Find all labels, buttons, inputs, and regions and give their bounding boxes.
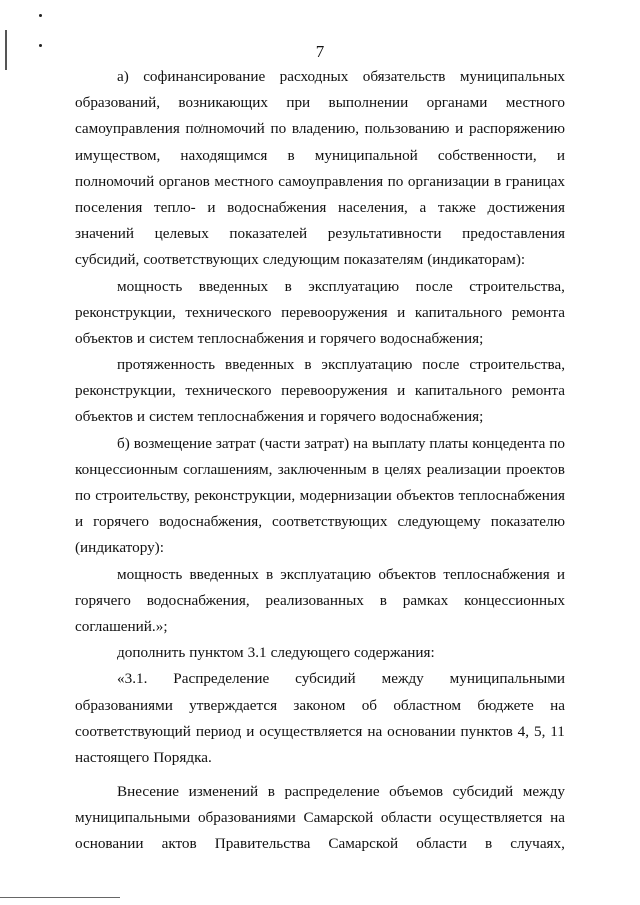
word: концессионных [464,591,565,609]
text-line [75,116,565,142]
text-line [75,300,565,326]
word: муниципальными [449,670,565,688]
word: платы [429,434,469,452]
word: объектов [378,565,437,583]
word: и [307,329,317,347]
word: и [455,120,464,138]
word: объемов [389,783,444,801]
word: границах [505,172,565,190]
word: соответствующих [272,513,388,531]
text-line [75,483,565,509]
word: муниципальных [459,68,565,85]
word: а [419,198,427,216]
word: Самарской [328,835,399,853]
text-line [75,666,565,692]
word: мощность [117,565,183,583]
word: протяженность [117,356,216,374]
word: капитального [414,382,503,400]
word: ремонта [511,382,565,400]
word: возникающих [178,94,268,112]
word: в [287,146,295,164]
word: органов [158,172,210,190]
text-line [75,378,565,404]
word: выполнении [328,94,409,112]
word: и [136,408,146,426]
word: реализации [426,460,501,478]
word: и [556,565,565,583]
word: образованиями [75,696,173,714]
word: после [422,356,460,374]
word: самоуправления [278,172,384,190]
word: полномочий [75,172,155,190]
word: (части [259,434,301,452]
word: в [493,172,502,190]
word: б) [117,434,130,452]
word: законом [293,696,346,714]
word: водоснабжения, [146,591,250,609]
word: и [307,408,317,426]
word: и [75,513,84,531]
word: об [361,696,378,714]
word: субсидий, [75,251,140,269]
word: образованиями [197,809,296,827]
word: основании [387,722,456,740]
word: концедента [472,434,546,452]
word: следующего [270,644,351,662]
word: после [415,277,453,295]
word: эксплуатацию [308,277,400,295]
word: соглашениям, [183,460,273,478]
word: заключенным [277,460,367,478]
text-line [75,693,565,719]
word: показателей [229,225,308,243]
word: находящимся [180,146,268,164]
page-number: 7 [315,42,325,61]
text-line [75,64,565,90]
word: реконструкции, [75,382,176,400]
word: «3.1. [117,670,148,688]
word: полномочий [185,120,265,138]
text-line [75,745,565,771]
word: между [381,670,424,688]
word: при [286,94,311,112]
word: субсидий [295,670,356,688]
scan-speck [39,14,42,17]
word: пунктом [189,644,244,662]
text-line [75,831,565,857]
word: введенных [225,356,295,374]
word: Внесение [117,783,180,801]
text-line [75,640,565,666]
word: в [284,277,292,295]
word: горячего [320,408,376,426]
word: дополнить [117,644,186,662]
word: в [371,460,380,478]
word: а) [117,68,129,85]
word: водоснабжения; [379,329,484,347]
word: Распределение [173,670,270,688]
word: на [550,809,565,827]
word: горячего [75,591,131,609]
word: перевооружения [281,382,388,400]
text-line [75,404,565,430]
word: теплоснабжения [197,329,304,347]
word: населения, [337,198,408,216]
word: обязательств [362,68,446,85]
word: проектов [506,460,565,478]
word: 3.1 [247,644,267,662]
word: органами [426,94,488,112]
word: на [367,722,383,740]
word: организации [407,172,490,190]
word: и [556,146,565,164]
word: результативности [327,225,442,243]
word: теплоснабжения [458,487,565,504]
text-line [75,457,565,483]
word: систем [149,329,194,347]
word: реконструкции, [194,487,296,504]
word: затрат [215,434,256,452]
word: введенных [189,565,259,583]
word: технического [185,382,272,400]
text-line [75,221,565,247]
word: в [265,565,274,583]
word: реконструкции, [75,303,176,321]
word: строительству, [95,487,190,504]
document-body [75,64,565,858]
word: предоставления [462,225,565,243]
word: объектов [75,408,133,426]
word: горячего [93,513,150,531]
word: владению, [291,120,360,138]
word: пунктов [460,722,513,740]
word: по [270,120,287,138]
word: период [195,722,242,740]
text-line [75,431,565,457]
word: в [304,356,312,374]
word: Правительства [214,835,311,853]
word: достижения [487,198,565,216]
word: субсидий [452,783,514,801]
word: выплату [371,434,426,452]
word: софинансирование [143,68,266,85]
text-line [75,352,565,378]
word: целевых [154,225,209,243]
word: области [416,835,467,853]
text-line [75,90,565,116]
word: между [522,783,565,801]
word: на [353,434,369,452]
word: 4, [517,722,530,740]
word: тепло- [153,198,196,216]
text-line [75,247,565,273]
scan-bottom-line [0,897,120,898]
text-line [75,535,565,561]
word: осуществляется [439,809,543,827]
word: по [549,434,565,452]
text-line [75,326,565,352]
word: концессионным [75,460,178,478]
word: утверждается [189,696,278,714]
text-line [75,274,565,300]
word: следующему [397,513,481,531]
word: соглашений.»; [75,617,168,635]
text-line [75,195,565,221]
word: модернизации [299,487,392,504]
word: пользованию [364,120,450,138]
word: содержания: [354,644,435,662]
word: реализованных [265,591,364,609]
word: показателям [343,251,424,269]
word: целях [384,460,422,478]
word: и [207,198,216,216]
word: осуществляется [259,722,363,740]
word: в [379,591,387,609]
word: соответствующих [143,251,259,269]
word: и [397,303,406,321]
text-line [75,779,565,805]
word: технического [185,303,272,321]
word: (индикатору): [75,539,164,557]
word: возмещение [133,434,212,452]
word: и [397,382,406,400]
word: муниципальными [75,809,191,827]
word: случаях, [510,835,565,853]
text-line [75,509,565,535]
word: Порядка. [153,748,212,766]
word: эксплуатацию [280,565,372,583]
word: теплоснабжения [197,408,304,426]
word: актов [161,835,197,853]
word: капитального [414,303,503,321]
word: образований, [75,94,161,112]
word: объектов [396,487,455,504]
word: имуществом, [75,146,161,164]
word: в [485,835,493,853]
word: бюджете [477,696,534,714]
word: по [75,487,91,504]
text-line [75,562,565,588]
text-line [75,805,565,831]
word: водоснабжения; [379,408,484,426]
word: по [387,172,404,190]
word: и [246,722,255,740]
word: распределение [284,783,380,801]
word: областном [393,696,462,714]
text-line [75,614,565,640]
word: затрат) [304,434,350,452]
word: расходных [279,68,349,85]
word: водоснабжения, [159,513,263,531]
paragraph-gap [75,771,565,779]
word: местного [214,172,274,190]
word: 5, [533,722,546,740]
word: изменений [188,783,259,801]
word: теплоснабжения [443,565,550,583]
word: строительства, [469,277,565,295]
word: основании [75,835,144,853]
word: в [267,783,275,801]
word: соответствующий [75,722,191,740]
word: показателю [490,513,565,531]
word: местного [505,94,565,112]
text-line [75,143,565,169]
word: эксплуатацию [321,356,413,374]
word: рамках [402,591,449,609]
word: следующим [262,251,340,269]
word: области [380,809,432,827]
text-line [75,169,565,195]
word: 11 [550,722,565,740]
word: (индикаторам): [427,251,526,269]
word: и [136,329,146,347]
text-line [75,719,565,745]
word: поселения [75,198,143,216]
word: ремонта [511,303,565,321]
word: значений [75,225,135,243]
word: собственности, [437,146,537,164]
word: самоуправления [75,120,180,138]
word: горячего [320,329,376,347]
text-line [75,588,565,614]
word: на [550,696,565,714]
word: муниципальной [314,146,418,164]
word: введенных [198,277,269,295]
word: перевооружения [281,303,388,321]
word: также [437,198,476,216]
word: строительства, [469,356,565,374]
word: Самарской [303,809,374,827]
word: объектов [75,329,133,347]
word: водоснабжения [227,198,327,216]
word: настоящего [75,748,150,766]
word: распоряжению [468,120,565,138]
word: мощность [117,277,183,295]
word: систем [149,408,194,426]
